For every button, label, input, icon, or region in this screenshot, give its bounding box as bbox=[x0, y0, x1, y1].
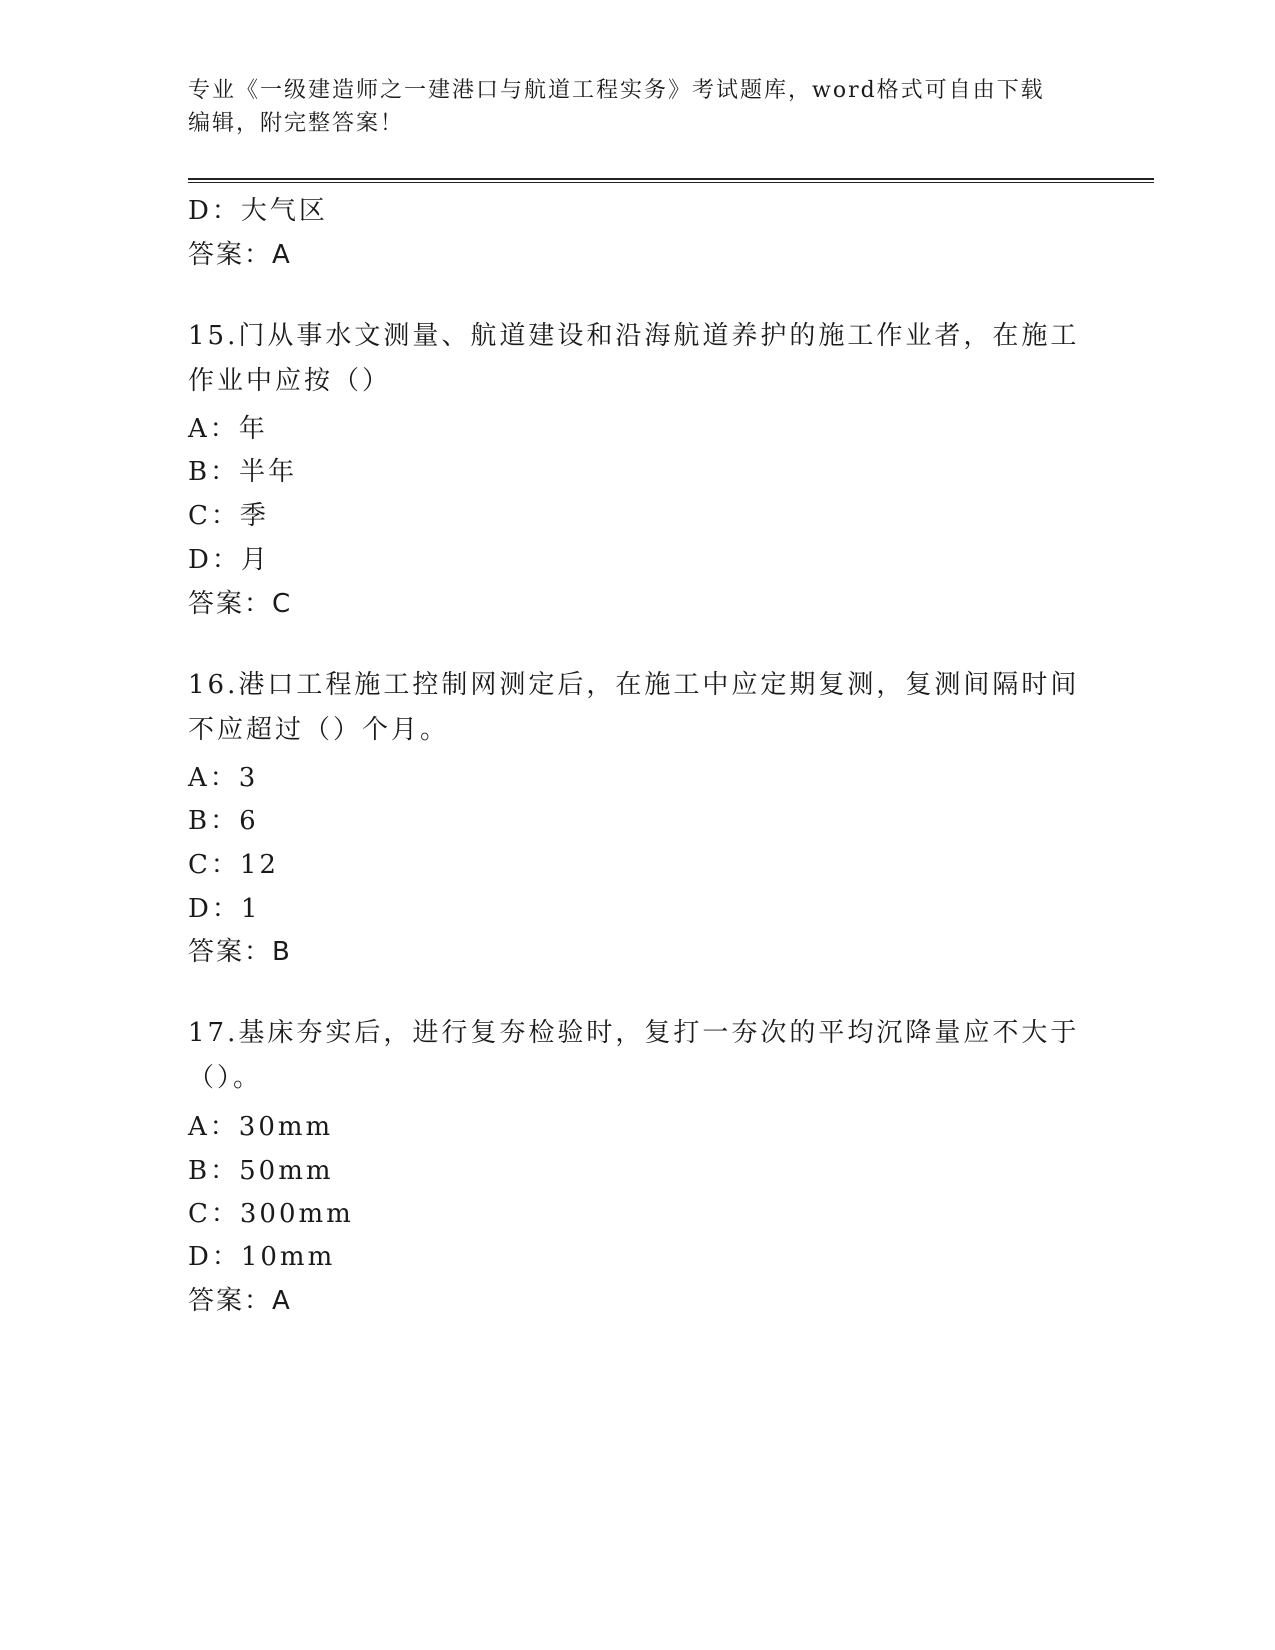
header-divider bbox=[188, 178, 1154, 183]
question-15-option-c: C：季 bbox=[188, 501, 269, 531]
question-15-answer: 答案：C bbox=[188, 589, 293, 619]
question-17-answer: 答案：A bbox=[188, 1286, 292, 1316]
question-16-option-c: C：12 bbox=[188, 850, 279, 880]
question-17-text: 17.基床夯实后，进行复夯检验时，复打一夯次的平均沉降量应不大于（）。 bbox=[188, 1018, 1080, 1093]
prev-answer: 答案：A bbox=[188, 240, 292, 270]
question-15-text: 15.门从事水文测量、航道建设和沿海航道养护的施工作业者，在施工作业中应按（） bbox=[188, 321, 1080, 396]
prev-option-d: D：大气区 bbox=[188, 196, 328, 226]
question-16-text: 16.港口工程施工控制网测定后，在施工中应定期复测，复测间隔时间不应超过（）个月。 bbox=[188, 670, 1080, 745]
question-17-option-a: A：30mm bbox=[188, 1112, 334, 1142]
question-15-option-a: A：年 bbox=[188, 414, 268, 444]
page-header: 专业《一级建造师之一建港口与航道工程实务》考试题库，word格式可自由下载编辑，附完整答案！ bbox=[188, 78, 1045, 136]
question-15-option-d: D：月 bbox=[188, 545, 270, 575]
question-15-option-b: B：半年 bbox=[188, 457, 298, 487]
question-16-answer: 答案：B bbox=[188, 937, 292, 967]
question-17-option-c: C：300mm bbox=[188, 1199, 354, 1229]
question-16-option-d: D：1 bbox=[188, 894, 261, 924]
question-17-option-d: D：10mm bbox=[188, 1242, 336, 1272]
question-17-option-b: B：50mm bbox=[188, 1156, 334, 1186]
question-16-option-b: B：6 bbox=[188, 806, 259, 836]
question-16-option-a: A：3 bbox=[188, 763, 259, 793]
